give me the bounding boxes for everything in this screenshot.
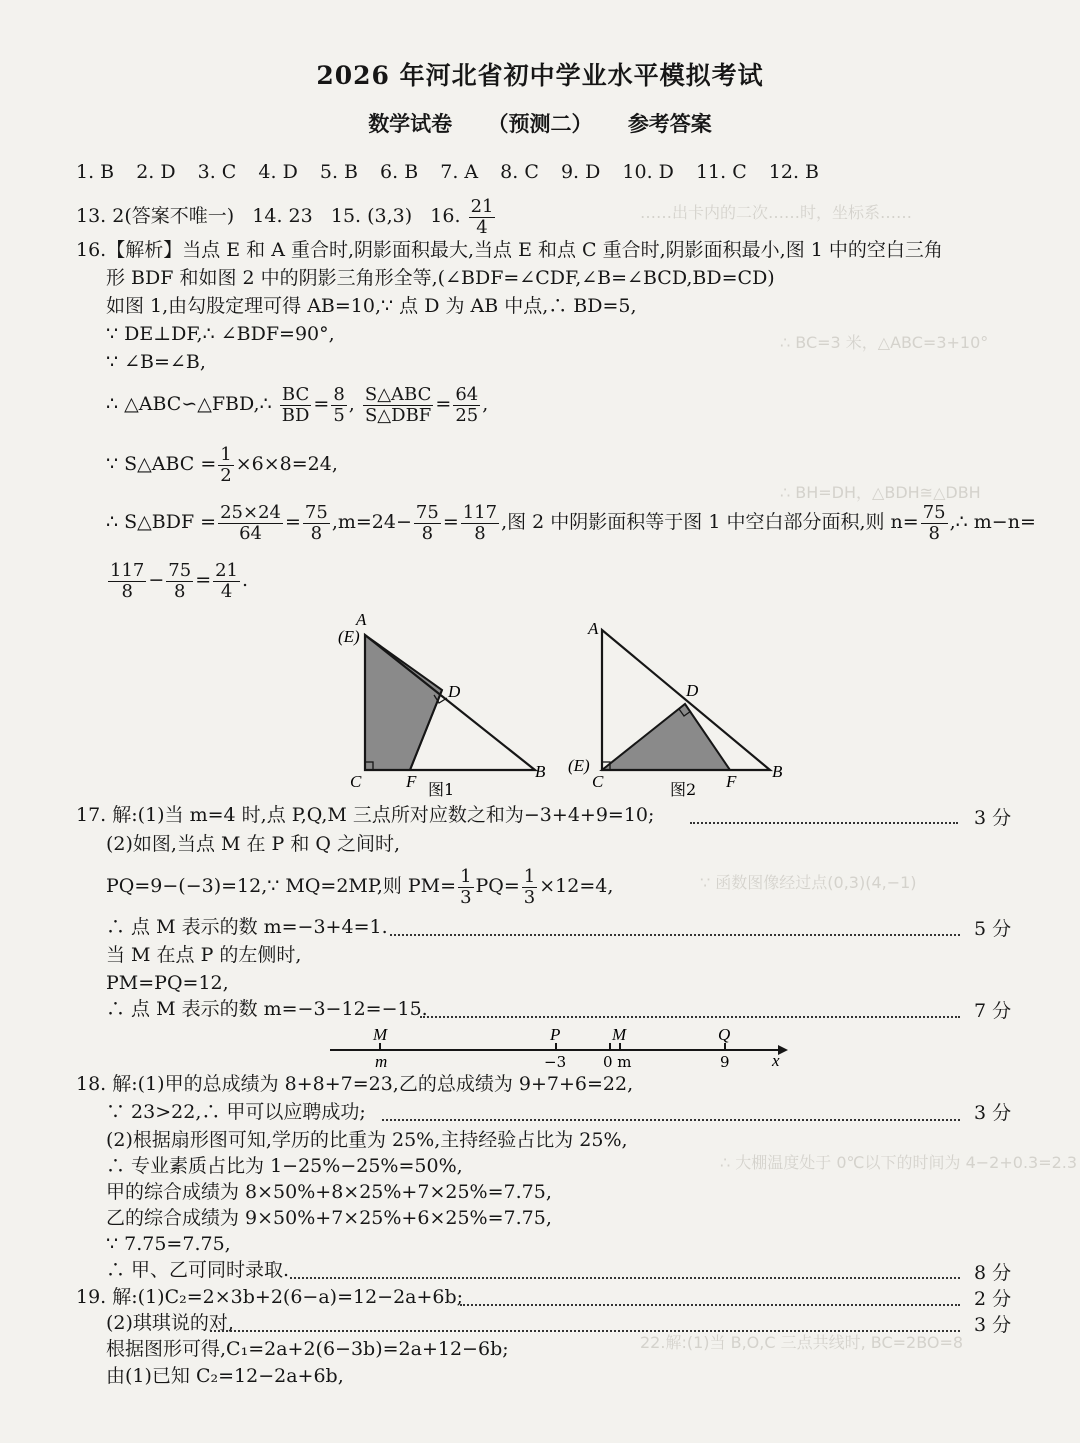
mcq-item: 10. D [622, 161, 674, 183]
number-line [320, 1020, 790, 1070]
q16-line-9: $\frac{117}{8}$ − $\frac{75}{8}$ = $\frac{21}{4}$ . [110, 559, 249, 602]
geometry-figures [320, 605, 800, 810]
score-q18-2: 8 分 [974, 1262, 1012, 1284]
label-minus-three: −3 [544, 1053, 567, 1070]
answer-sheet-page: ……出卡内的二次……时，坐标系…… ∴ BC=3 米，△ABC=3+10° ∴ BH=DH，△BDH≅△DBH ∵ 函数图像经过点(0,3)(4,−1) ∴ 大棚温度处于 0℃以下的时间为 4−2+0.3=2.3 22.解:(1)当 B,O,C 三点共线时, BC=2BO=8 2026 年河北省初中学业水平模拟考试 数学试卷 （预测二） 参考答案 1. B 2. D 3. C 4. D 5. B 6. B 7. A 8. C 9. D 10. D 11. C 12. B 13. 2(答案不唯一) 14. 23 15. (3,3) 16. $\frac{21}{4}$ 16.【解析】当点 E 和 A 重合时,阴影面积最大,当点 E 和点 C 重合时,阴影面积最小,图 1 中的空白三角 形 BDF 和如图 2 中的阴影三角形全等,(∠BDF=∠CDF,∠B=∠BCD,BD=CD) 如图 1,由勾股定理可得 AB=10,∵ 点 D 为 AB 中点,∴ BD=5, ∵ DE⊥DF,∴ ∠BDF=90°, ∵ ∠B=∠B, ∴ △ABC∽△FBD,∴ $\frac{BC}{BD}$ = $\frac{8}{5}$ , $\frac{\text{S△ABC}}{\text{S△DBF}}$ = $\frac{64}{25}$ , ∵ S△ABC = $\frac{1}{2}$ ×6×8=24, ∴ S△BDF = $\frac{25\times 24}{64}$ = $\frac{75}{8}$ ,m=24− $\frac{75}{8}$ = $\frac{117}{8}$ ,图 2 中阴影面积等于图 1 中空白部分面积,则 n= $\frac{75}{8}$ ,∴ m−n= $\frac{117}{8}$ − $\frac{75}{8}$ = $\frac{21}{4}$ . A (E) D C F B 图1 A D (E) C F B 图2 17. 解:(1)当 m=4 时,点 P,Q,M 三点所对应数之和为−3+4+9=10; 3 分 (2)如图,当点 M 在 P 和 Q 之间时, PQ=9−(−3)=12,∵ MQ=2MP,则 PM= $\frac{1}{3}$ PQ= $\frac{1}{3}$ ×12=4, ∴ 点 M 表示的数 m=−3+4=1. 5 分 当 M 在点 P 的左侧时, PM=PQ=12, ∴ 点 M 表示的数 m=−3−12=−15. 7 分 M P M Q m −3 0 m 9 x 18. 解:(1)甲的总成绩为 8+8+7=23,乙的总成绩为 9+7+6=22, ∵ 23>22,∴ 甲可以应聘成功; 3 分 (2)根据扇形图可知,学历的比重为 25%,主持经验占比为 25%, ∴ 专业素质占比为 1−25%−25%=50%, 甲的综合成绩为 8×50%+8×25%+7×25%=7.75, 乙的综合成绩为 9×50%+7×25%+6×25%=7.75, ∵ 7.75=7.75, ∴ 甲、乙可同时录取. 8 分 19. 解:(1)C₂=2×3b+2(6−a)=12−2a+6b; 2 分 (2)琪琪说的对, 3 分 根据图形可得,C₁=2a+2(6−3b)=2a+12−6b; 由(1)已知 C₂=12−2a+6b, [0, 0, 1080, 1443]
q16-line-3: 如图 1,由勾股定理可得 AB=10,∵ 点 D 为 AB 中点,∴ BD=5, [106, 295, 637, 317]
mcq-item: 9. D [560, 161, 601, 183]
mcq-item: 12. B [768, 161, 819, 183]
label-a: A [588, 619, 599, 638]
label-m: M [612, 1025, 627, 1044]
label-q: Q [718, 1025, 731, 1044]
label-a: A [356, 610, 367, 629]
subtitle-subject: 数学试卷 [368, 111, 453, 136]
subtitle-answers: 参考答案 [627, 111, 712, 136]
label-m: M [373, 1025, 388, 1044]
mcq-item: 5. B [319, 161, 358, 183]
score-q17-2: 5 分 [974, 918, 1012, 940]
label-e: (E) [338, 627, 360, 646]
q18-line-7: ∵ 7.75=7.75, [106, 1233, 231, 1255]
score-leader [290, 1277, 960, 1279]
fig2-shaded-region [602, 704, 730, 770]
mcq-item: 4. D [258, 161, 298, 183]
label-b: B [772, 762, 783, 781]
label-d: D [686, 681, 699, 700]
figure-2-caption: 图2 [670, 780, 697, 799]
fraction: $\frac{21}{4}$ [470, 195, 494, 238]
q17-line-1: 17. 解:(1)当 m=4 时,点 P,Q,M 三点所对应数之和为−3+4+9=10; [76, 804, 655, 826]
score-q19-1: 2 分 [974, 1288, 1012, 1310]
score-q17-1: 3 分 [974, 807, 1012, 829]
score-leader [460, 1304, 960, 1306]
q17-line-6: PM=PQ=12, [106, 972, 229, 994]
q19-line-3: 根据图形可得,C₁=2a+2(6−3b)=2a+12−6b; [106, 1338, 509, 1360]
score-leader [210, 1330, 960, 1332]
mcq-item: 7. A [440, 161, 479, 183]
label-m-value: m [375, 1052, 388, 1070]
q16-line-1: 16.【解析】当点 E 和 A 重合时,阴影面积最大,当点 E 和点 C 重合时,阴影面积最小,图 1 中的空白三角 [76, 239, 943, 261]
fill-q16: 16. [430, 205, 461, 227]
q18-line-6: 乙的综合成绩为 9×50%+7×25%+6×25%=7.75, [106, 1207, 552, 1229]
label-c: C [592, 772, 604, 791]
fig1-shaded-region [365, 635, 442, 770]
figure-1 [338, 610, 546, 799]
q17-line-2: (2)如图,当点 M 在 P 和 Q 之间时, [106, 833, 401, 855]
q16-line-8: ∴ S△BDF = $\frac{25\times 24}{64}$ = $\frac{75}{8}$ ,m=24− $\frac{75}{8}$ = $\frac{117}{8}$ ,图 2 中阴影面积等于图 1 中空白部分面积,则 n= $\frac{75}{8}$ ,∴ m−n= [106, 501, 1036, 544]
label-d: D [448, 682, 461, 701]
score-q19-2: 3 分 [974, 1314, 1012, 1336]
score-leader [420, 1016, 960, 1018]
mcq-item: 3. C [197, 161, 237, 183]
q17-line-5: 当 M 在点 P 的左侧时, [106, 944, 302, 966]
label-nine: 9 [720, 1053, 730, 1070]
q19-line-2: (2)琪琪说的对, [106, 1312, 234, 1334]
q18-line-8: ∴ 甲、乙可同时录取. [106, 1259, 290, 1281]
figure-2 [568, 619, 783, 799]
label-zero-m: 0 m [603, 1053, 632, 1070]
fill-q13: 13. 2(答案不唯一) [76, 205, 235, 227]
q16-line-4: ∵ DE⊥DF,∴ ∠BDF=90°, [106, 323, 335, 345]
score-leader [390, 934, 960, 936]
q18-line-1: 18. 解:(1)甲的总成绩为 8+8+7=23,乙的总成绩为 9+7+6=22, [76, 1073, 634, 1095]
q17-line-4: ∴ 点 M 表示的数 m=−3+4=1. [106, 916, 388, 938]
mcq-item: 11. C [695, 161, 747, 183]
label-c: C [350, 772, 362, 791]
label-e: (E) [568, 756, 590, 775]
mcq-answers [76, 160, 835, 184]
score-q17-3: 7 分 [974, 1000, 1012, 1022]
subtitle-edition: （预测二） [487, 111, 593, 136]
q18-line-4: ∴ 专业素质占比为 1−25%−25%=50%, [106, 1155, 463, 1177]
q18-line-3: (2)根据扇形图可知,学历的比重为 25%,主持经验占比为 25%, [106, 1129, 628, 1151]
label-p: P [550, 1025, 561, 1044]
page-title: 2026 年河北省初中学业水平模拟考试 [316, 61, 764, 90]
q17-line-7: ∴ 点 M 表示的数 m=−3−12=−15. [106, 998, 428, 1020]
fill-answers [76, 196, 497, 238]
fill-q15: 15. (3,3) [330, 205, 413, 227]
label-x: x [772, 1051, 780, 1070]
label-f: F [726, 772, 737, 791]
page-subtitle [0, 108, 1080, 138]
q16-line-6: ∴ △ABC∽△FBD,∴ $\frac{BC}{BD}$ = $\frac{8}{5}$ , $\frac{\text{S△ABC}}{\text{S△DBF}}$ = $\frac{64}{25}$ , [106, 383, 489, 426]
label-f: F [406, 772, 417, 791]
q16-line-2: 形 BDF 和如图 2 中的阴影三角形全等,(∠BDF=∠CDF,∠B=∠BCD,BD=CD) [106, 267, 775, 289]
q19-line-4: 由(1)已知 C₂=12−2a+6b, [106, 1365, 344, 1387]
mcq-item: 2. D [136, 161, 176, 183]
mcq-item: 1. B [76, 161, 115, 183]
score-q18-1: 3 分 [974, 1102, 1012, 1124]
fill-q14: 14. 23 [252, 205, 313, 227]
score-leader [382, 1119, 960, 1121]
q17-line-3: PQ=9−(−3)=12,∵ MQ=2MP,则 PM= $\frac{1}{3}$ PQ= $\frac{1}{3}$ ×12=4, [106, 865, 614, 908]
q16-line-5: ∵ ∠B=∠B, [106, 351, 206, 373]
mcq-item: 6. B [380, 161, 419, 183]
figure-1-caption: 图1 [428, 780, 455, 799]
q18-line-5: 甲的综合成绩为 8×50%+8×25%+7×25%=7.75, [106, 1181, 552, 1203]
mcq-item: 8. C [500, 161, 539, 183]
score-leader [690, 822, 958, 824]
q18-line-2: ∵ 23>22,∴ 甲可以应聘成功; [106, 1101, 366, 1123]
q19-line-1: 19. 解:(1)C₂=2×3b+2(6−a)=12−2a+6b; [76, 1286, 464, 1308]
label-b: B [535, 762, 546, 781]
q16-line-7: ∵ S△ABC = $\frac{1}{2}$ ×6×8=24, [106, 443, 338, 486]
